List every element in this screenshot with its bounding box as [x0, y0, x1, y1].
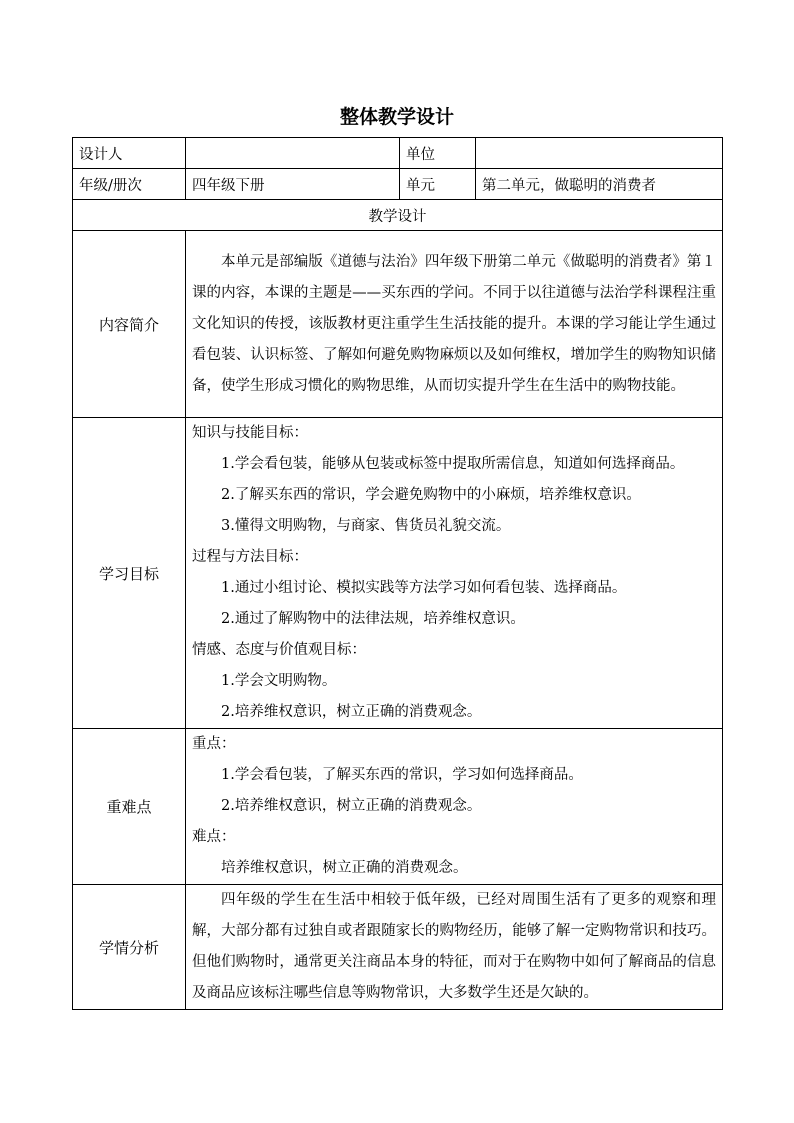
key-item: 1.学会看包装，了解买东西的常识，学习如何选择商品。: [221, 767, 583, 783]
design-header: 教学设计: [73, 200, 723, 231]
document-title: 整体教学设计: [339, 106, 454, 128]
designer-value: [186, 138, 400, 169]
key-points-content: [186, 729, 723, 885]
designer-row: [73, 138, 723, 169]
emotion-item: 2.培养维权意识，树立正确的消费观念。: [221, 704, 482, 720]
knowledge-item: 1.学会看包装，能够从包装或标签中提取所需信息，知道如何选择商品。: [221, 456, 685, 472]
key-heading: 重点：: [192, 736, 236, 752]
process-item: 1.通过小组讨论、模拟实践等方法学习如何看包装、选择商品。: [221, 580, 627, 596]
emotion-item: 1.学会文明购物。: [221, 673, 337, 689]
designer-label: 设计人: [73, 138, 186, 169]
student-analysis-row: [73, 885, 723, 1010]
knowledge-item: 2.了解买东西的常识，学会避免购物中的小麻烦，培养维权意识。: [221, 487, 641, 503]
lesson-design-table: [72, 137, 723, 1010]
section-label: 单元: [400, 169, 476, 200]
section-value: 第二单元，做聪明的消费者: [476, 169, 723, 200]
difficulty-heading: 难点：: [192, 829, 236, 845]
process-heading: 过程与方法目标：: [192, 549, 308, 565]
difficulty-text: 培养维权意识，树立正确的消费观念。: [221, 860, 468, 876]
content-intro-text: 本单元是部编版《道德与法治》四年级下册第二单元《做聪明的消费者》第１课的内容，本课的主题是——买东西的学问。不同于以往道德与法治学科课程注重文化知识的传授，该版教材更注重学生生活技能的提升。本课的学习能让学生通过看包装、认识标签、了解如何避免购物麻烦以及如何维权，增加学生的购物知识储备，使学生形成习惯化的购物思维，从而切实提升学生在生活中的购物技能。: [186, 231, 723, 418]
key-points-label: 重难点: [73, 729, 186, 885]
content-intro-label: 内容简介: [73, 231, 186, 418]
process-item: 2.通过了解购物中的法律法规，培养维权意识。: [221, 611, 525, 627]
design-header-row: [73, 200, 723, 231]
emotion-heading: 情感、态度与价值观目标：: [192, 642, 366, 658]
objectives-row: [73, 418, 723, 729]
grade-row: [73, 169, 723, 200]
student-analysis-text: 四年级的学生在生活中相较于低年级，已经对周围生活有了更多的观察和理解，大部分都有过独自或者跟随家长的购物经历，能够了解一定购物常识和技巧。但他们购物时，通常更关注商品本身的特征，而对于在购物中如何了解商品的信息及商品应该标注哪些信息等购物常识，大多数学生还是欠缺的。: [186, 885, 723, 1010]
content-intro-row: [73, 231, 723, 418]
grade-value: 四年级下册: [186, 169, 400, 200]
unit-label: 单位: [400, 138, 476, 169]
knowledge-heading: 知识与技能目标：: [192, 425, 308, 441]
objectives-label: 学习目标: [73, 418, 186, 729]
student-analysis-label: 学情分析: [73, 885, 186, 1010]
unit-value: [476, 138, 723, 169]
grade-label: 年级/册次: [73, 169, 186, 200]
key-item: 2.培养维权意识，树立正确的消费观念。: [221, 798, 482, 814]
objectives-content: [186, 418, 723, 729]
key-points-row: [73, 729, 723, 885]
knowledge-item: 3.懂得文明购物，与商家、售货员礼貌交流。: [221, 518, 511, 534]
